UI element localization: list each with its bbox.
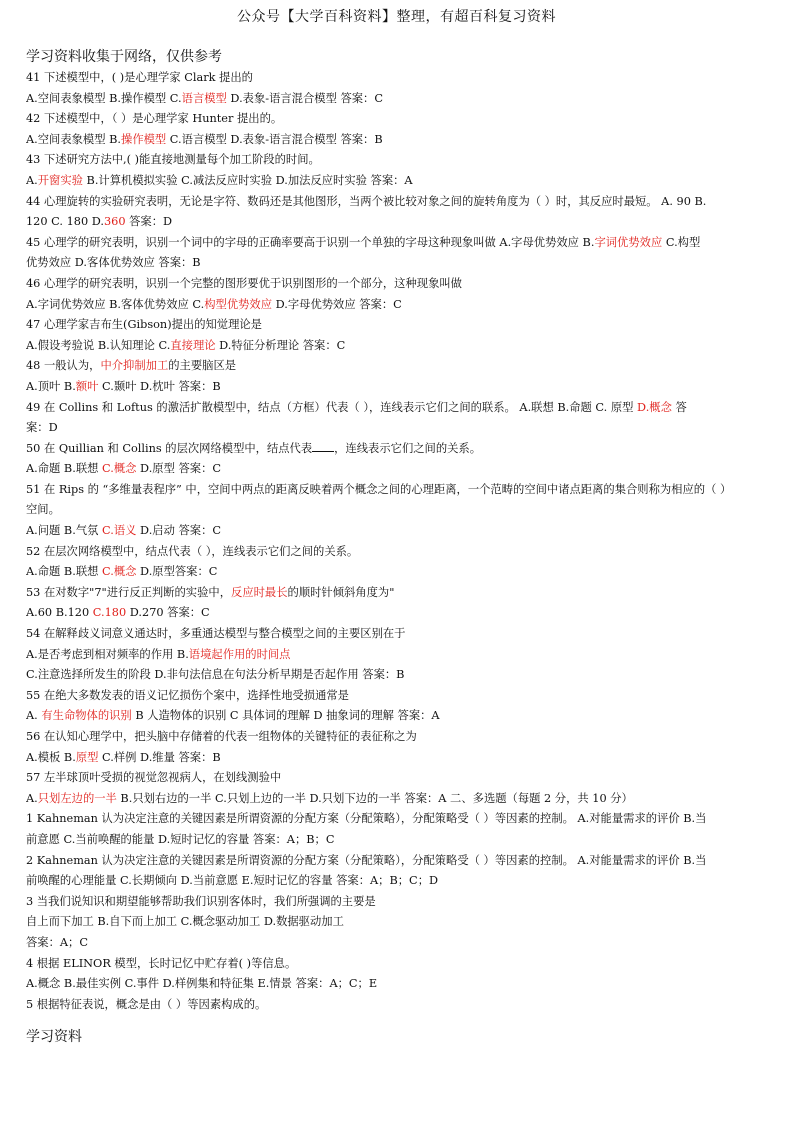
text-segment: A.命题 B.联想 xyxy=(26,565,103,579)
text-segment: 57 左半球顶叶受损的视觉忽视病人，在划线测验中 xyxy=(26,771,282,785)
answer-highlight: C.180 xyxy=(92,606,127,620)
answer-highlight: 有生命物体的识别 xyxy=(41,709,132,723)
text-line xyxy=(26,645,768,666)
text-segment: C.语言模型 D.表象-语言混合模型 答案：B xyxy=(166,132,383,146)
answer-highlight: 操作模型 xyxy=(121,132,167,146)
text-segment: B 人造物体的识别 C 具体词的理解 D 抽象词的理解 答案：A xyxy=(131,709,440,723)
answer-highlight: 开窗实验 xyxy=(37,173,83,187)
text-line xyxy=(26,809,768,830)
text-segment: ，连线表示它们之间的关系。 xyxy=(334,441,482,455)
text-line xyxy=(26,150,768,171)
text-line xyxy=(26,706,768,727)
text-line xyxy=(26,583,768,604)
text-line xyxy=(26,356,768,377)
text-line xyxy=(26,336,768,357)
text-segment: 2 Kahneman 认为决定注意的关键因素是所谓资源的分配方案（分配策略），分配策略受（ ）等因素的控制。 A.对能量需求的评价 B.当 xyxy=(26,853,707,867)
text-segment: 42 下述模型中，（ ）是心理学家 Hunter 提出的。 xyxy=(26,112,283,126)
text-line xyxy=(26,789,768,810)
text-line xyxy=(26,89,768,110)
text-segment: B.只划右边的一半 C.只划上边的一半 D.只划下边的一半 答案：A 二、多选题（每题 2 分，共 10 分） xyxy=(116,791,633,805)
text-line xyxy=(26,542,768,563)
text-segment: 46 心理学的研究表明，识别一个完整的图形要优于识别图形的一个部分，这种现象叫做 xyxy=(26,276,462,290)
text-line xyxy=(26,295,768,316)
text-line xyxy=(26,851,768,872)
text-segment: 前唤醒的心理能量 C.长期倾向 D.当前意愿 E.短时记忆的容量 答案：A；B；C；D xyxy=(26,874,439,888)
text-line xyxy=(26,418,768,439)
answer-highlight: C.语义 xyxy=(102,524,137,538)
text-line xyxy=(26,274,768,295)
text-segment: 53 在对数字"7"进行反正判断的实验中， xyxy=(26,585,232,599)
text-segment: B.计算机模拟实验 C.减法反应时实验 D.加法反应时实验 答案：A xyxy=(82,173,413,187)
answer-highlight: D.概念 xyxy=(637,400,672,414)
text-line xyxy=(26,995,768,1016)
text-segment: 前意愿 C.当前唤醒的能量 D.短时记忆的容量 答案：A；B；C xyxy=(26,832,335,846)
text-segment: 答案：A；C xyxy=(26,935,88,949)
text-segment: 答案：D xyxy=(125,215,173,229)
text-segment: A.空间表象模型 B. xyxy=(26,132,122,146)
text-segment: C.构型 xyxy=(662,235,701,249)
text-line xyxy=(26,748,768,769)
text-segment: 49 在 Collins 和 Loftus 的激活扩散模型中，结点（方框）代表（ ），连线表示它们之间的联系。 A.联想 B.命题 C. 原型 xyxy=(26,400,638,414)
text-segment: 1 Kahneman 认为决定注意的关键因素是所谓资源的分配方案（分配策略），分配策略受（ ）等因素的控制。 A.对能量需求的评价 B.当 xyxy=(26,812,707,826)
text-line xyxy=(26,871,768,892)
text-segment: D.启动 答案：C xyxy=(136,524,222,538)
text-segment: A.是否考虑到相对频率的作用 B. xyxy=(26,647,189,661)
text-segment: 47 心理学家吉布生(Gibson)提出的知觉理论是 xyxy=(26,318,262,332)
answer-highlight: 360 xyxy=(103,215,126,229)
text-segment: 52 在层次网络模型中，结点代表（ ），连线表示它们之间的关系。 xyxy=(26,544,359,558)
text-segment: 48 一般认为， xyxy=(26,359,101,373)
text-line xyxy=(26,686,768,707)
text-segment: A.模板 B. xyxy=(26,750,76,764)
text-segment: 3 当我们说知识和期望能够帮助我们识别客体时，我们所强调的主要是 xyxy=(26,894,376,908)
text-line xyxy=(26,171,768,192)
text-line xyxy=(26,974,768,995)
answer-highlight: 原型 xyxy=(75,750,99,764)
text-segment: 5 根据特征表说，概念是由（ ）等因素构成的。 xyxy=(26,997,267,1011)
answer-highlight: 语境起作用的时间点 xyxy=(188,647,291,661)
page-footer: 学习资料 xyxy=(26,1029,82,1045)
text-segment: 50 在 Quillian 和 Collins 的层次网络模型中，结点代表 xyxy=(26,441,313,455)
text-segment: A.顶叶 B. xyxy=(26,379,76,393)
text-segment: A.60 B.120 xyxy=(26,606,93,620)
text-segment: C.样例 D.维量 答案：B xyxy=(98,750,221,764)
text-line xyxy=(26,480,768,501)
answer-highlight: 字词优势效应 xyxy=(594,235,663,249)
text-segment: C.注意选择所发生的阶段 D.非句法信息在句法分析早期是否起作用 答案：B xyxy=(26,668,405,682)
text-line xyxy=(26,68,768,89)
text-segment: 优势效应 D.客体优势效应 答案：B xyxy=(26,256,201,270)
answer-highlight: 构型优势效应 xyxy=(204,297,273,311)
text-segment: A. xyxy=(26,791,38,805)
text-segment: C.颞叶 D.枕叶 答案：B xyxy=(98,379,221,393)
text-line xyxy=(26,253,768,274)
text-segment: 54 在解释歧义词意义通达时，多重通达模型与整合模型之间的主要区别在于 xyxy=(26,627,406,641)
text-segment: A. xyxy=(26,173,38,187)
text-segment: 答 xyxy=(671,400,687,414)
text-segment: D.特征分析理论 答案：C xyxy=(215,338,346,352)
text-segment: 自上而下加工 B.自下而上加工 C.概念驱动加工 D.数据驱动加工 xyxy=(26,915,344,929)
text-segment: D.字母优势效应 答案：C xyxy=(272,297,402,311)
text-line xyxy=(26,398,768,419)
text-line xyxy=(26,562,768,583)
text-segment: 51 在 Rips 的 “多维量表程序” 中，空间中两点的距离反映着两个概念之间的心理距离，一个范畴的空间中诸点距离的集合则称为相应的（ ） xyxy=(26,482,732,496)
text-segment: A.字词优势效应 B.客体优势效应 C. xyxy=(26,297,205,311)
text-segment: 4 根据 ELINOR 模型，长时记忆中贮存着( )等信息。 xyxy=(26,956,297,970)
text-segment: 56 在认知心理学中，把头脑中存储着的代表一组物体的关键特征的表征称之为 xyxy=(26,730,417,743)
text-line xyxy=(26,912,768,933)
text-line xyxy=(26,377,768,398)
text-segment: 120 C. 180 D. xyxy=(26,215,104,229)
page-subtitle: 学习资料收集于网络，仅供参考 xyxy=(26,49,222,65)
answer-highlight: 语言模型 xyxy=(181,91,227,105)
text-line xyxy=(26,768,768,789)
text-line xyxy=(26,933,768,954)
answer-highlight: 额叶 xyxy=(75,379,99,393)
text-line xyxy=(26,109,768,130)
text-segment: 的顺时针倾斜角度为" xyxy=(287,585,395,599)
text-line xyxy=(26,459,768,480)
text-segment: A. xyxy=(26,709,42,723)
text-segment: A.假设考验说 B.认知理论 C. xyxy=(26,338,171,352)
text-line xyxy=(26,130,768,151)
text-segment: 45 心理学的研究表明，识别一个词中的字母的正确率要高于识别一个单独的字母这种现象叫做 A.字母优势效应 B. xyxy=(26,235,595,249)
text-line xyxy=(26,665,768,686)
text-segment: 41 下述模型中，( )是心理学家 Clark 提出的 xyxy=(26,71,253,84)
text-line xyxy=(26,192,768,213)
text-line xyxy=(26,212,768,233)
text-line xyxy=(26,830,768,851)
page-header: 公众号【大学百科资料】整理，有超百科复习资料 xyxy=(237,9,556,25)
text-segment: D.原型 答案：C xyxy=(136,462,222,476)
answer-highlight: C.概念 xyxy=(102,462,137,476)
answer-highlight: 只划左边的一半 xyxy=(37,791,117,805)
text-line xyxy=(26,315,768,336)
text-segment: 空间。 xyxy=(26,503,60,517)
text-line xyxy=(26,500,768,521)
text-segment: 44 心理旋转的实验研究表明，无论是字符、数码还是其他图形，当两个被比较对象之间的旋转角度为（ ）时，其反应时最短。 A. 90 B. xyxy=(26,194,707,208)
answer-highlight: 中介抑制加工 xyxy=(100,359,169,373)
text-line xyxy=(26,892,768,913)
text-line xyxy=(26,727,768,748)
text-line xyxy=(26,439,768,460)
text-line xyxy=(26,954,768,975)
text-line xyxy=(26,233,768,254)
text-segment: A.空间表象模型 B.操作模型 C. xyxy=(26,91,182,105)
text-segment: 43 下述研究方法中,( )能直接地测量每个加工阶段的时间。 xyxy=(26,153,320,167)
text-segment: D.270 答案：C xyxy=(126,606,210,620)
text-segment: D.原型答案：C xyxy=(136,565,218,579)
text-segment: 案：D xyxy=(26,421,58,435)
text-line xyxy=(26,521,768,542)
text-segment: A.概念 B.最佳实例 C.事件 D.样例集和特征集 E.情景 答案：A；C；E xyxy=(26,977,378,991)
blank-underline xyxy=(312,442,334,452)
answer-highlight: 反应时最长 xyxy=(231,585,288,599)
answer-highlight: C.概念 xyxy=(102,565,137,579)
answer-highlight: 直接理论 xyxy=(170,338,216,352)
text-line xyxy=(26,624,768,645)
text-segment: 的主要脑区是 xyxy=(168,359,237,373)
question-list xyxy=(26,68,768,1015)
text-segment: A.命题 B.联想 xyxy=(26,462,103,476)
text-segment: D.表象-语言混合模型 答案：C xyxy=(226,91,383,105)
text-line xyxy=(26,603,768,624)
text-segment: 55 在绝大多数发表的语义记忆损伤个案中，选择性地受损通常是 xyxy=(26,688,349,702)
text-segment: A.问题 B.气氛 xyxy=(26,524,103,538)
